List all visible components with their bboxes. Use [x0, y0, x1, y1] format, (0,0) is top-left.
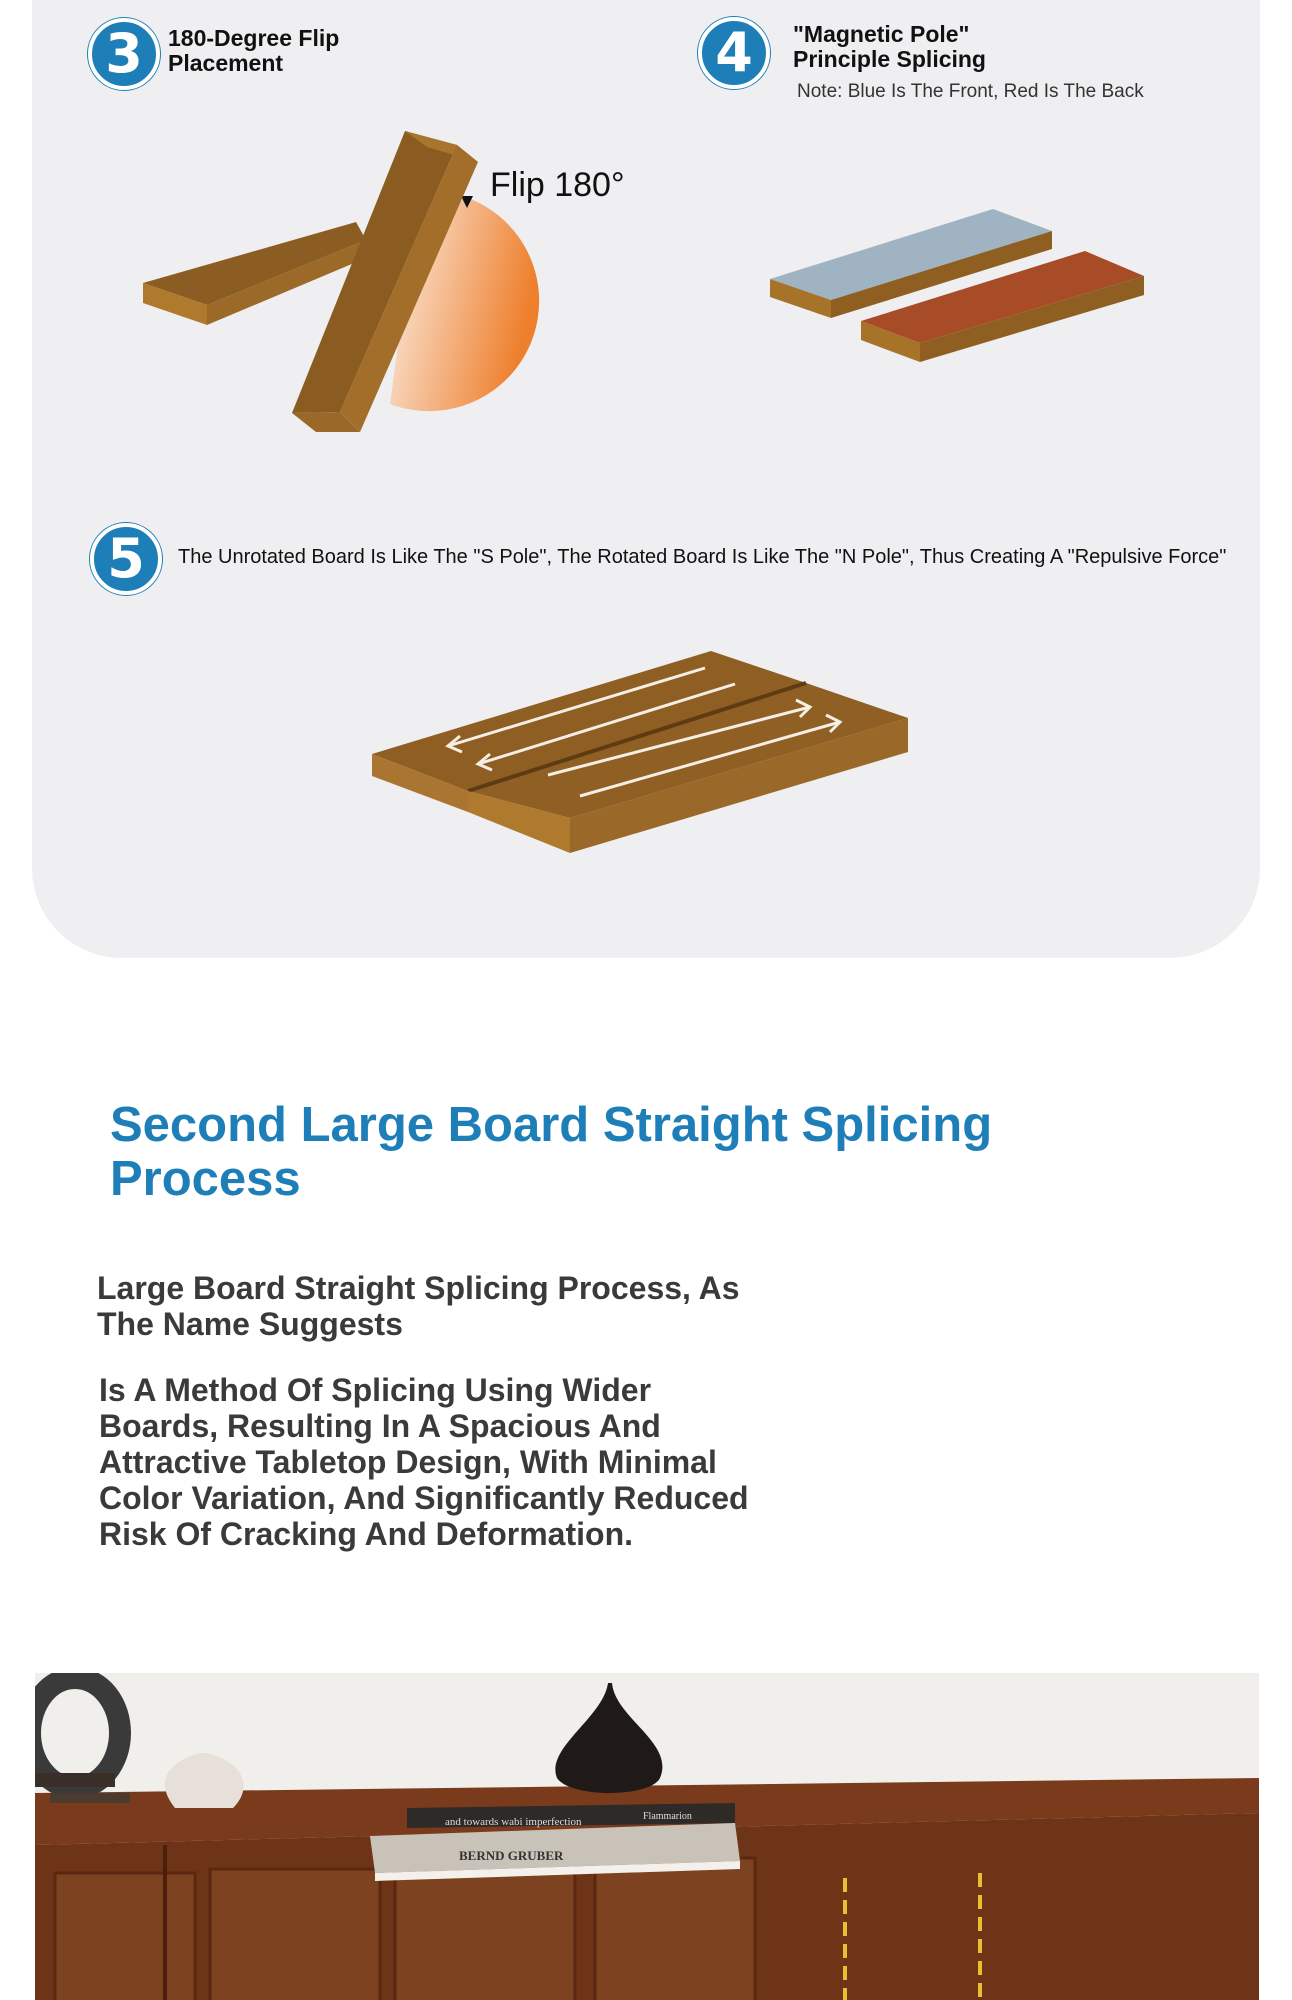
step-5-text: The Unrotated Board Is Like The "S Pole", The Rotated Board Is Like The "N Pole", Thus Creating A "Repulsive Force" [178, 546, 1227, 568]
step-illustrations [0, 0, 1292, 960]
step-5-badge: 5 [90, 523, 162, 595]
step-4-badge: 4 [698, 17, 770, 89]
step-4-title-line1: "Magnetic Pole" [793, 21, 970, 47]
book-bottom-text: BERND GRUBER [459, 1848, 564, 1863]
step-4-title-line2: Principle Splicing [793, 46, 986, 72]
door-panel [210, 1869, 380, 2000]
section-description: Is A Method Of Splicing Using Wider Boards, Resulting In A Spacious And Attractive Tabletop Design, With Minimal Color Variation, And Significantly Reduced Risk Of Cracking And Deformation. [99, 1372, 749, 1552]
door-panel [595, 1858, 755, 2000]
flip-180-label: Flip 180° [490, 166, 625, 204]
section-title: Second Large Board Straight Splicing Process [110, 1098, 993, 1206]
step-3-horizontal-board [143, 222, 366, 325]
step-3-title-line2: Placement [168, 50, 284, 76]
section-intro: Large Board Straight Splicing Process, As The Name Suggests [97, 1270, 740, 1342]
door-panel [395, 1863, 575, 2000]
book-top-right-text: Flammarion [643, 1811, 692, 1822]
step-3-badge: 3 [88, 18, 160, 90]
step-4-note: Note: Blue Is The Front, Red Is The Back [797, 81, 1144, 102]
sideboard-photo [35, 1673, 1259, 2000]
sideboard-scene [35, 1673, 1259, 2000]
book-top-text: and towards wabi imperfection [445, 1816, 582, 1828]
door-panel [55, 1873, 195, 2000]
step-3-title-line1: 180-Degree Flip [168, 25, 340, 51]
step-4-title [793, 22, 986, 72]
